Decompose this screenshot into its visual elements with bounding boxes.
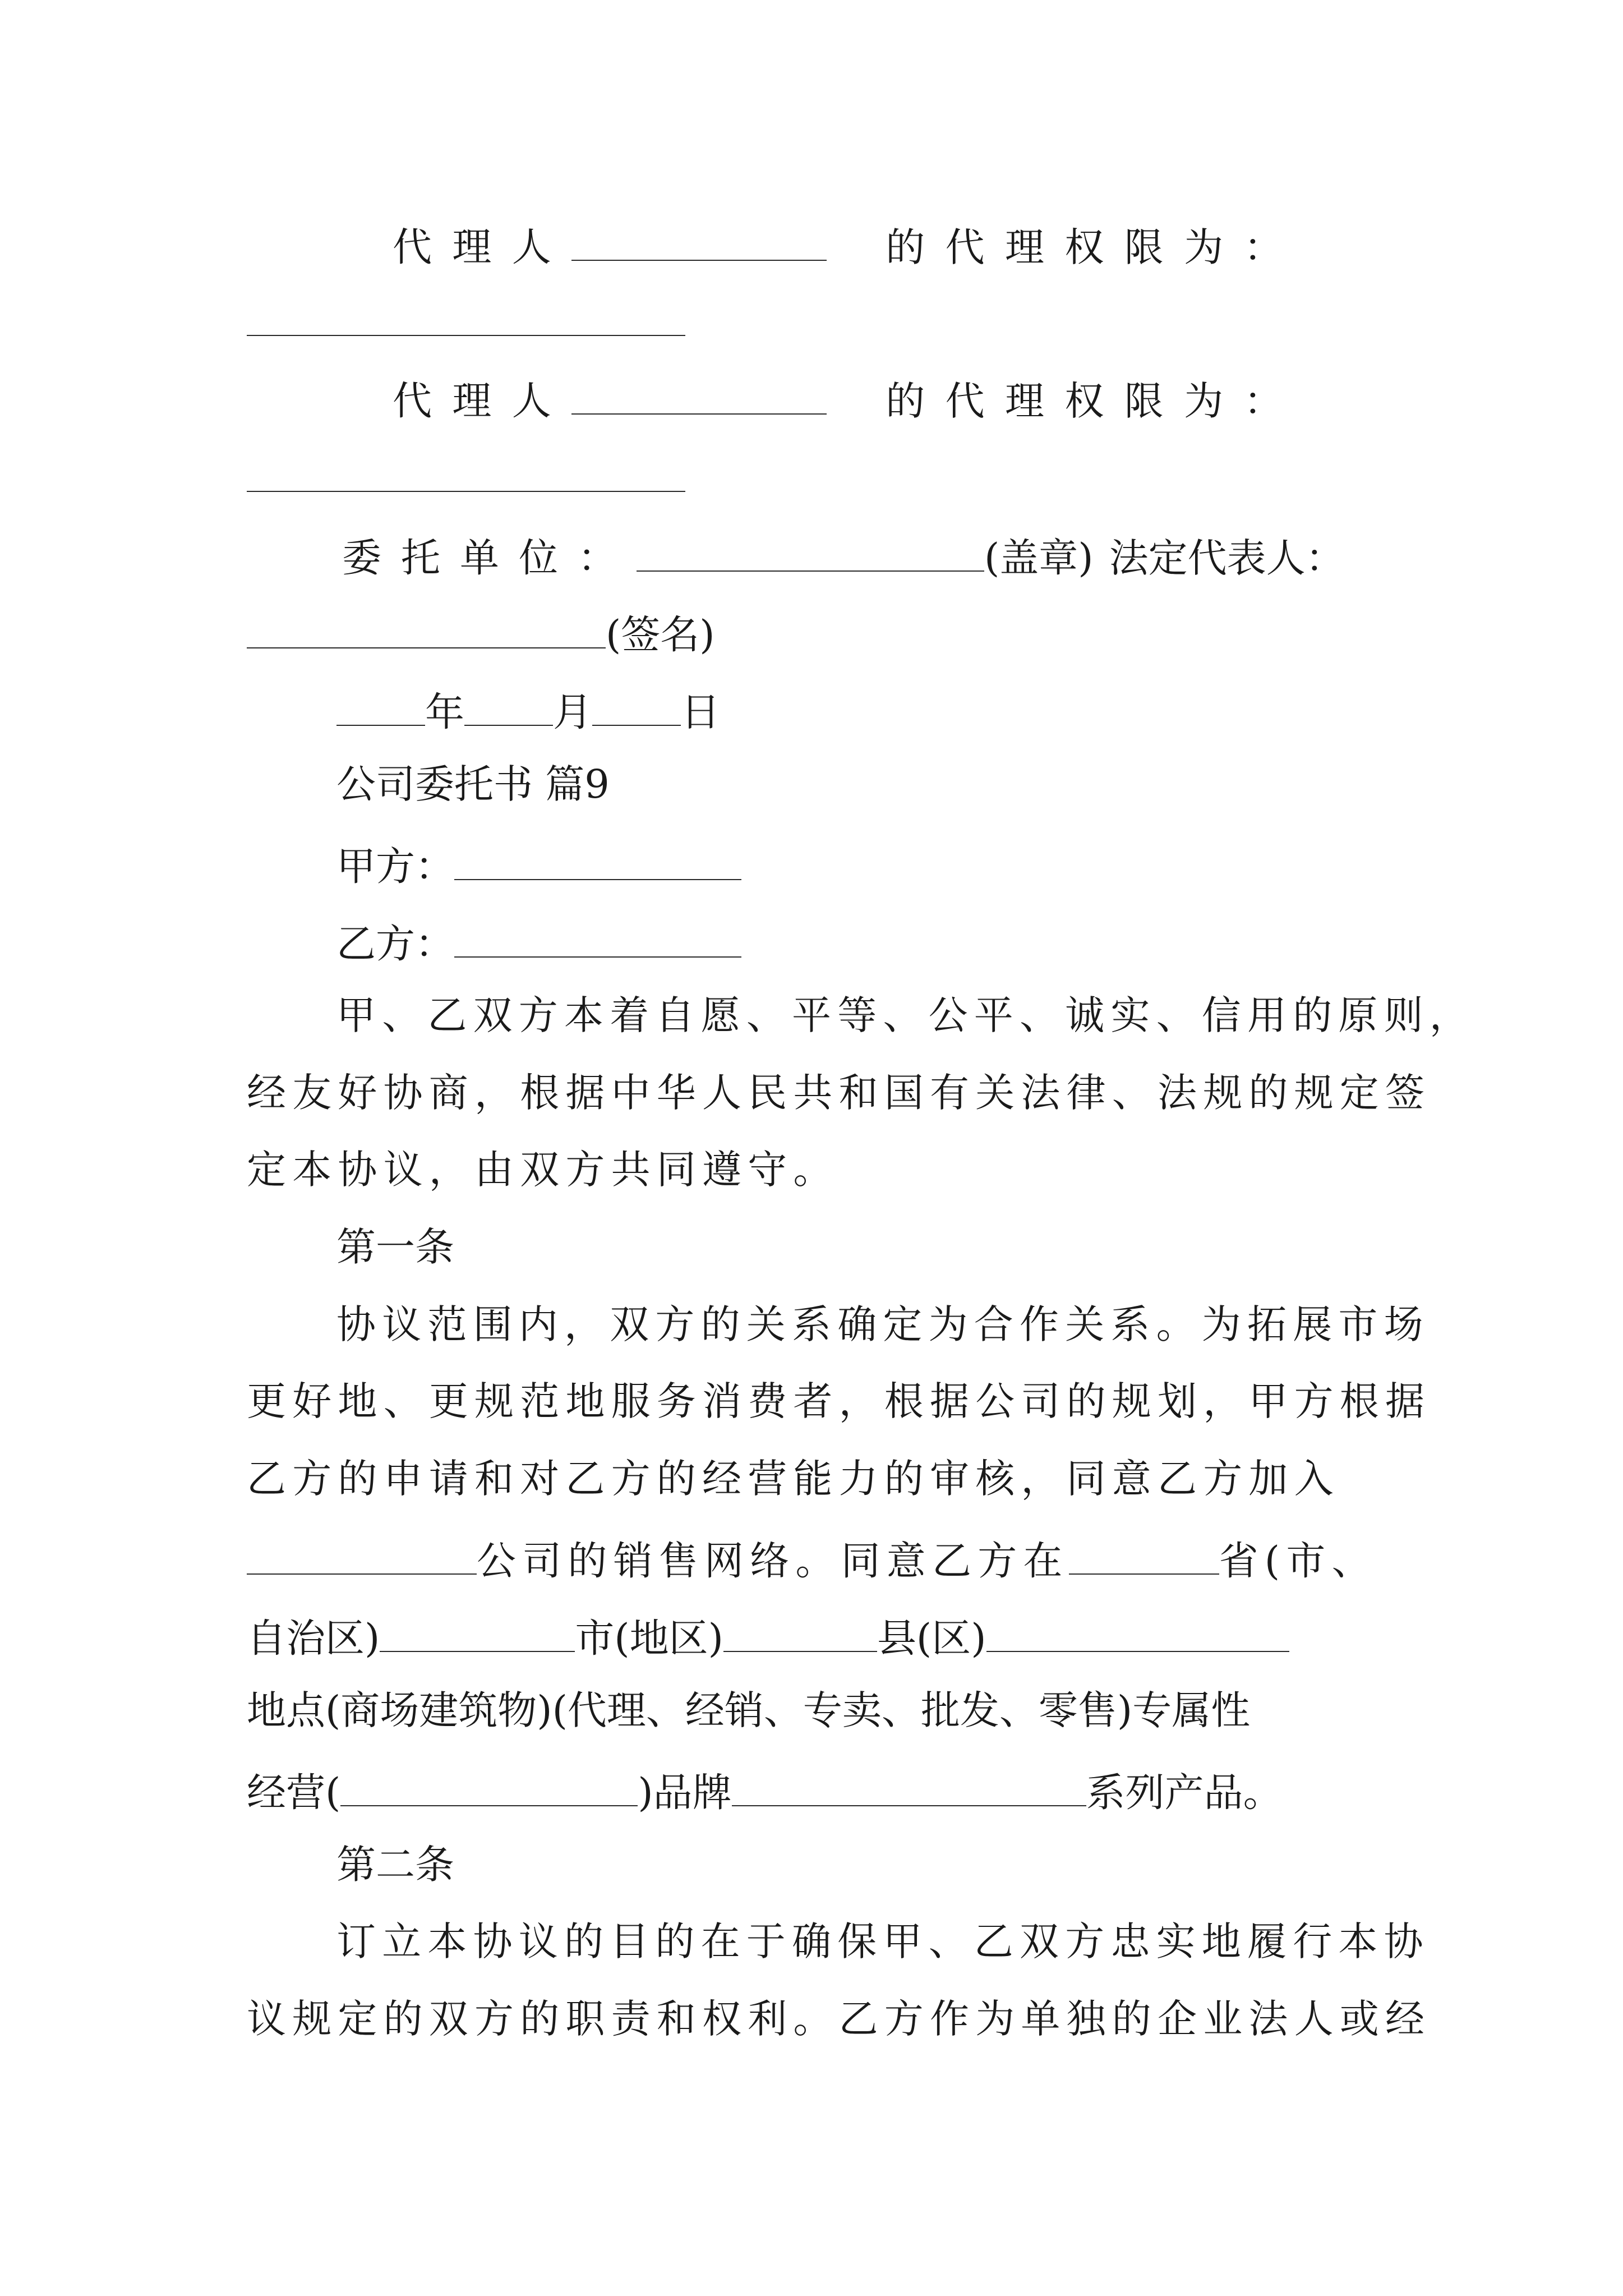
article-2-line-1: 订立本协议的目的在于确保甲、乙双方忠实地履行本协 <box>336 1918 1430 1964</box>
day-label: 日 <box>681 689 720 735</box>
authority-label: 的代理权限为： <box>886 378 1304 424</box>
principal-line <box>342 533 1345 581</box>
article-1-line-7 <box>247 1768 1283 1816</box>
intro-line-2: 经友好协商，根据中华人民共和国有关法律、法规的规定签 <box>247 1070 1431 1116</box>
article-2-title: 第二条 <box>336 1842 454 1888</box>
year-blank <box>336 687 425 726</box>
province-text: 省(市、 <box>1219 1538 1377 1584</box>
article-1-line-3: 乙方的申请和对乙方的经营能力的审核，同意乙方加入 <box>247 1456 1340 1502</box>
party-a-label: 甲方： <box>336 843 454 890</box>
article-1-line-6: 地点(商场建筑物)(代理、经销、专卖、批发、零售)专属性 <box>247 1687 1251 1733</box>
sales-network-text: 公司的销售网络。同意乙方在 <box>477 1538 1069 1584</box>
article-2-line-2: 议规定的双方的职责和权利。乙方作为单独的企业法人或经 <box>247 1996 1431 2042</box>
agent-label: 代理人 <box>393 224 572 270</box>
authority-blank-line-1 <box>247 297 685 342</box>
operate-blank <box>340 1768 638 1806</box>
signature-label: (签名) <box>606 611 715 658</box>
intro-line-1: 甲、乙双方本着自愿、平等、公平、诚实、信用的原则， <box>336 992 1475 1038</box>
year-label: 年 <box>425 689 464 735</box>
principal-blank <box>637 533 984 572</box>
party-b-label: 乙方： <box>336 921 454 967</box>
date-line <box>336 687 720 735</box>
city-text: 市(地区) <box>575 1615 723 1662</box>
authority-label: 的代理权限为： <box>886 224 1304 270</box>
section-heading: 公司委托书 篇9 <box>336 761 610 807</box>
agent-line-2 <box>393 376 1304 424</box>
article-1-line-2: 更好地、更规范地服务消费者，根据公司的规划，甲方根据 <box>247 1378 1431 1424</box>
article-1-title: 第一条 <box>336 1224 454 1270</box>
party-a-line <box>336 841 741 890</box>
article-1-line-4 <box>247 1536 1377 1584</box>
location-blank <box>986 1613 1289 1652</box>
signature-line <box>247 610 715 658</box>
month-blank <box>464 687 553 726</box>
region-text: 自治区) <box>247 1615 380 1662</box>
seal-label: (盖章) <box>984 535 1094 581</box>
month-label: 月 <box>553 689 592 735</box>
operate-text: 经营( <box>247 1769 341 1816</box>
province-blank <box>1069 1536 1219 1575</box>
day-blank <box>592 687 681 726</box>
party-b-blank <box>454 919 741 958</box>
county-text: 县(区) <box>877 1615 986 1662</box>
party-b-line <box>336 919 741 967</box>
authority-blank <box>247 297 685 336</box>
agent-name-blank <box>571 222 827 261</box>
agent-line-1 <box>393 222 1304 270</box>
signature-blank <box>247 610 606 648</box>
authority-blank <box>247 453 685 492</box>
agent-label: 代理人 <box>393 378 572 424</box>
city-blank <box>380 1613 575 1652</box>
agent-name-blank <box>571 376 827 415</box>
legal-rep-label: 法定代表人： <box>1109 535 1345 581</box>
article-1-line-5 <box>247 1613 1289 1662</box>
authority-blank-line-2 <box>247 453 685 498</box>
brand-blank <box>732 1768 1086 1806</box>
county-blank <box>723 1613 877 1652</box>
company-blank <box>247 1536 477 1575</box>
intro-line-3: 定本协议，由双方共同遵守。 <box>247 1147 839 1193</box>
party-a-blank <box>454 841 741 880</box>
principal-label: 委托单位： <box>342 535 637 581</box>
article-1-line-1: 协议范围内，双方的关系确定为合作关系。为拓展市场 <box>336 1301 1430 1347</box>
brand-text: )品牌 <box>638 1769 732 1816</box>
series-text: 系列产品。 <box>1086 1769 1283 1816</box>
